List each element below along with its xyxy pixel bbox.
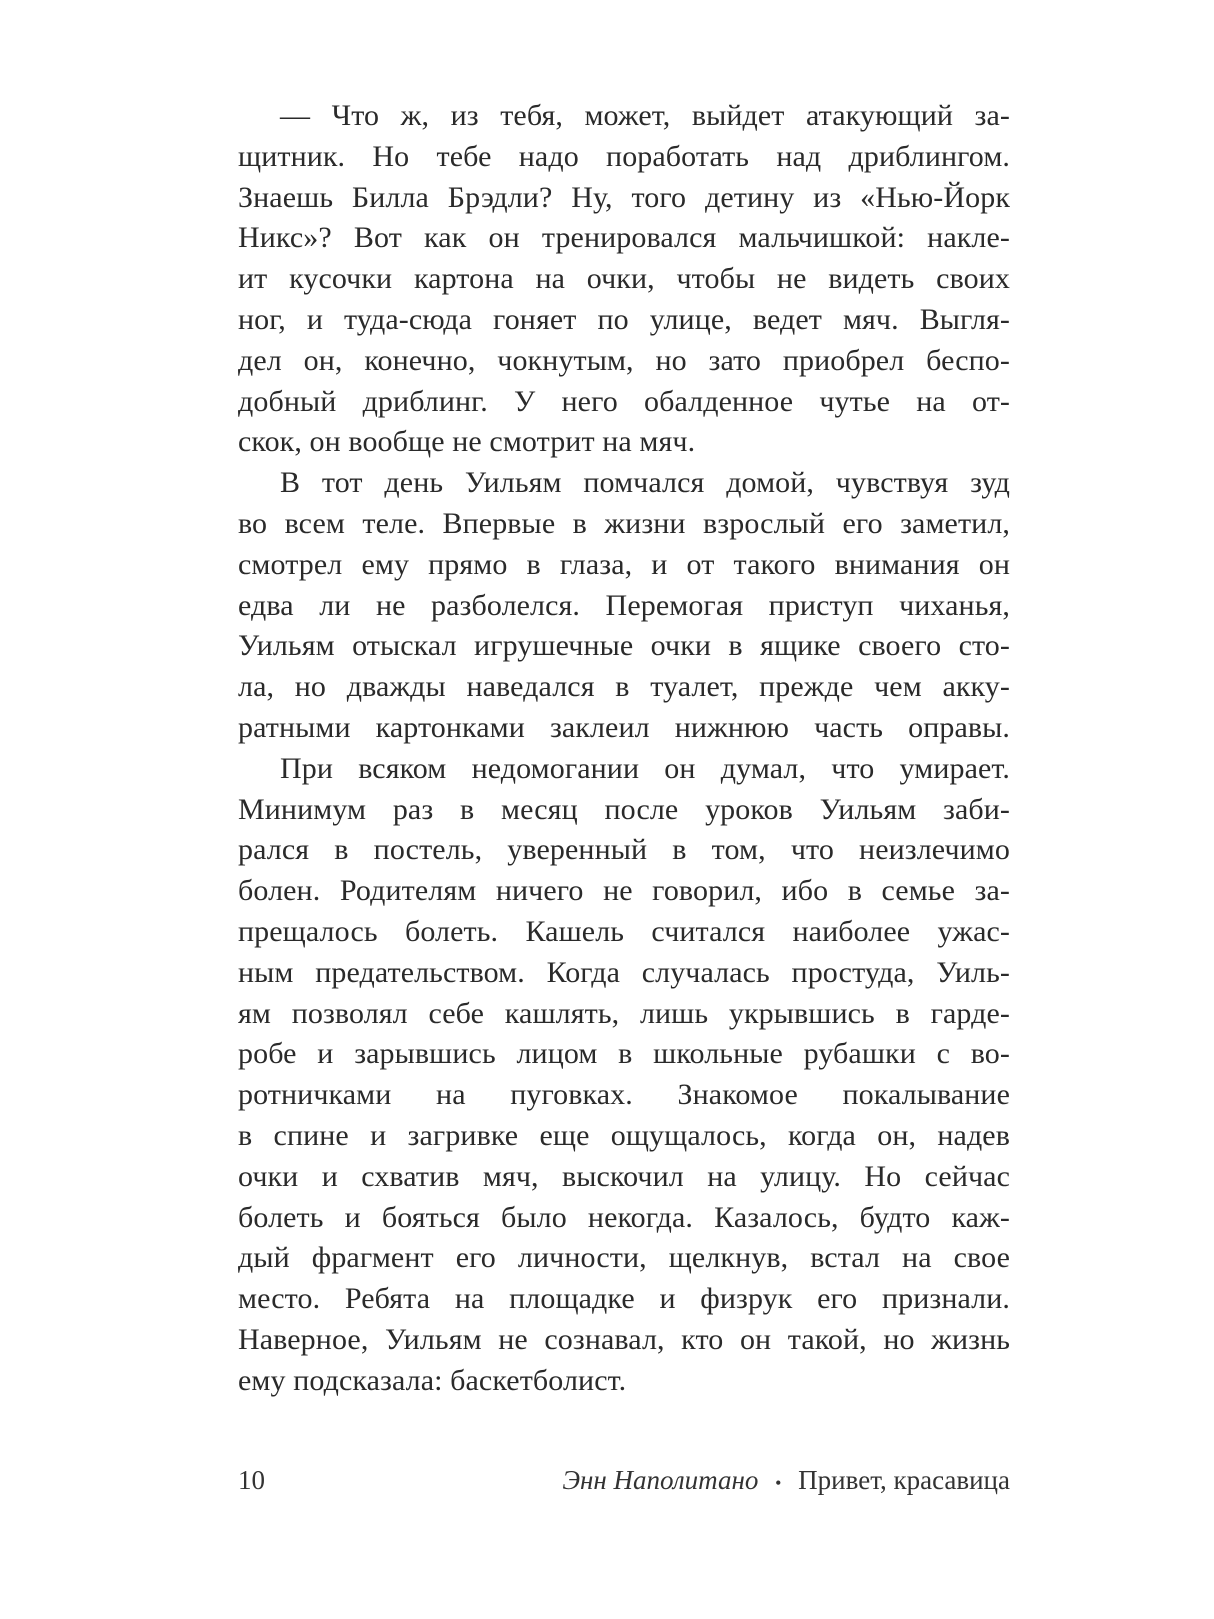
text-line: ла, но дважды наведался в туалет, прежде чем акку- [238,670,1010,704]
text-line: ным предательством. Когда случалась простуда, Уиль- [238,955,1010,989]
text-line: в спине и загривке еще ощущалось, когда он, надев [238,1118,1010,1152]
text-line: Уильям отыскал игрушечные очки в ящике своего сто- [238,629,1010,663]
text-line: Никс»? Вот как он тренировался мальчишкой: накле- [238,221,1010,255]
text-line: ротничками на пуговках. Знакомое покалывание [238,1078,1010,1112]
text-line: ратными картонками заклеил нижнюю часть оправы. [238,710,1010,744]
text-line: ям позволял себе кашлять, лишь укрывшись в гарде- [238,996,1010,1030]
body-text [238,96,1010,1402]
text-line: очки и схватив мяч, выскочил на улицу. Но сейчас [238,1159,1010,1193]
page-number: 10 [238,1465,265,1495]
text-line: болеть и бояться было некогда. Казалось, будто каж- [238,1200,1010,1234]
text-line: При всяком недомогании он думал, что умирает. [280,751,1010,785]
text-line: ему подсказала: баскетболист. [238,1363,627,1397]
page-footer [238,1460,1010,1500]
text-line: щитник. Но тебе надо поработать над дриблингом. [238,139,1010,173]
text-line: место. Ребята на площадке и физрук его признали. [238,1282,1010,1316]
text-line: рался в постель, уверенный в том, что неизлечимо [238,833,1010,867]
running-author: Энн Наполитано [562,1465,759,1495]
running-book-title: Привет, красавица [798,1465,1010,1495]
text-line: дел он, конечно, чокнутым, но зато приобрел беспо- [238,343,1010,377]
text-line: Минимум раз в месяц после уроков Уильям заби- [238,792,1010,826]
text-line: ит кусочки картона на очки, чтобы не видеть своих [238,262,1010,296]
text-line: Наверное, Уильям не сознавал, кто он такой, но жизнь [238,1322,1010,1356]
text-line: прещалось болеть. Кашель считался наиболее ужас- [238,914,1010,948]
text-line: В тот день Уильям помчался домой, чувствуя зуд [280,466,1010,500]
text-line: — Что ж, из тебя, может, выйдет атакующий за- [280,99,1010,132]
text-line: скок, он вообще не смотрит на мяч. [238,425,696,459]
text-line: Знаешь Билла Брэдли? Ну, того детину из «Нью-Йорк [238,180,1010,214]
running-header [562,1460,1010,1503]
text-line: ног, и туда-сюда гоняет по улице, ведет мяч. Выгля- [238,302,1010,336]
text-line: дый фрагмент его личности, щелкнув, встал на свое [238,1241,1010,1275]
text-line: во всем теле. Впервые в жизни взрослый его заметил, [238,506,1010,540]
text-line: едва ли не разболелся. Перемогая приступ чиханья, [238,588,1010,622]
text-line: добный дриблинг. У него обалденное чутье на от- [238,384,1010,418]
text-line: болен. Родителям ничего не говорил, ибо в семье за- [238,874,1010,908]
text-line: смотрел ему прямо в глаза, и от такого внимания он [238,547,1010,581]
text-line: робе и зарывшись лицом в школьные рубашки с во- [238,1037,1010,1071]
bullet-separator: • [775,1472,782,1493]
